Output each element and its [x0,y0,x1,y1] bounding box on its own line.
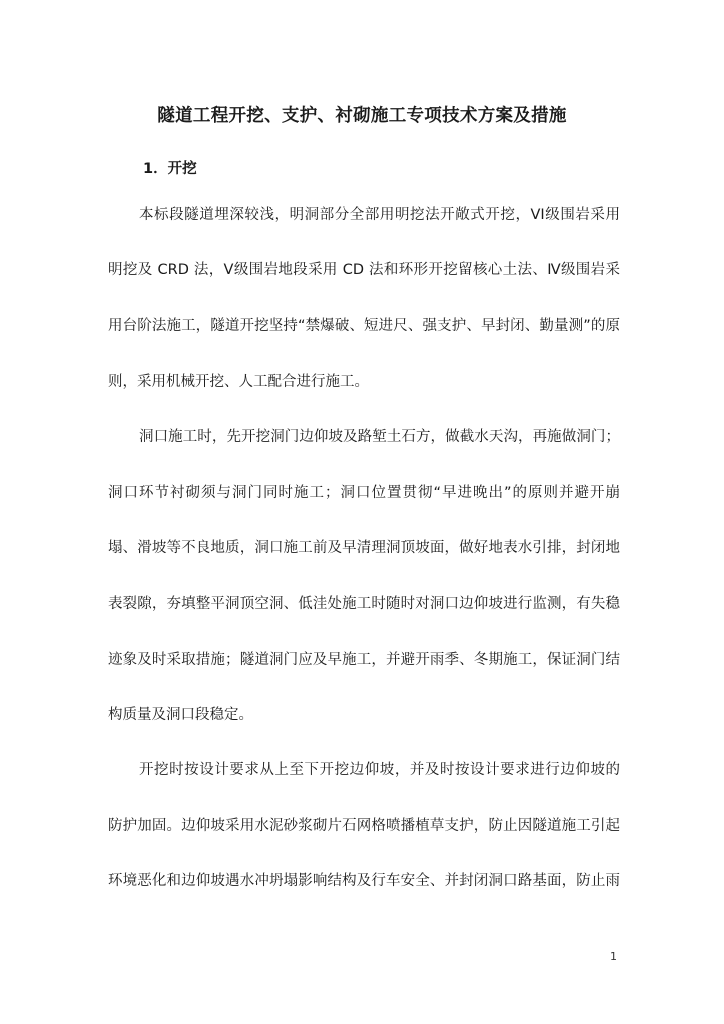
paragraph-3-line-3: 环境恶化和边仰坡遇水冲坍塌影响结构及行车安全、并封闭洞口路基面，防止雨 [108,873,620,889]
document-title: 隧道工程开挖、支护、衬砌施工专项技术方案及措施 [157,106,567,126]
paragraph-3-line-1: 开挖时按设计要求从上至下开挖边仰坡，并及时按设计要求进行边仰坡的 [139,762,620,778]
paragraph-2-line-6: 构质量及洞口段稳定。 [108,707,253,723]
paragraph-2-line-2: 洞口环节衬砌须与洞门同时施工；洞口位置贯彻“早进晚出”的原则并避开崩 [108,485,620,501]
paragraph-2-line-5: 迹象及时采取措施；隧道洞门应及早施工，并避开雨季、冬期施工，保证洞门结 [108,652,620,668]
paragraph-1-line-3: 用台阶法施工，隧道开挖坚持“禁爆破、短进尺、强支护、早封闭、勤量测”的原 [108,318,620,334]
section-heading: 1．开挖 [143,161,197,177]
paragraph-1-line-1: 本标段隧道埋深较浅，明洞部分全部用明挖法开敞式开挖，VI级围岩采用 [139,207,620,223]
page-number: 1 [610,950,617,963]
paragraph-2-line-3: 塌、滑坡等不良地质，洞口施工前及早清理洞顶坡面，做好地表水引排，封闭地 [108,540,620,556]
paragraph-2-line-1: 洞口施工时，先开挖洞门边仰坡及路堑土石方，做截水天沟，再施做洞门； [139,429,620,445]
paragraph-3-line-2: 防护加固。边仰坡采用水泥砂浆砌片石网格喷播植草支护，防止因隧道施工引起 [108,818,620,834]
paragraph-1-line-4: 则，采用机械开挖、人工配合进行施工。 [108,374,369,390]
paragraph-2-line-4: 表裂隙，夯填整平洞顶空洞、低洼处施工时随时对洞口边仰坡进行监测，有失稳 [108,596,620,612]
paragraph-1-line-2: 明挖及 CRD 法，Ⅴ级围岩地段采用 CD 法和环形开挖留核心土法、Ⅳ级围岩采 [108,262,620,278]
